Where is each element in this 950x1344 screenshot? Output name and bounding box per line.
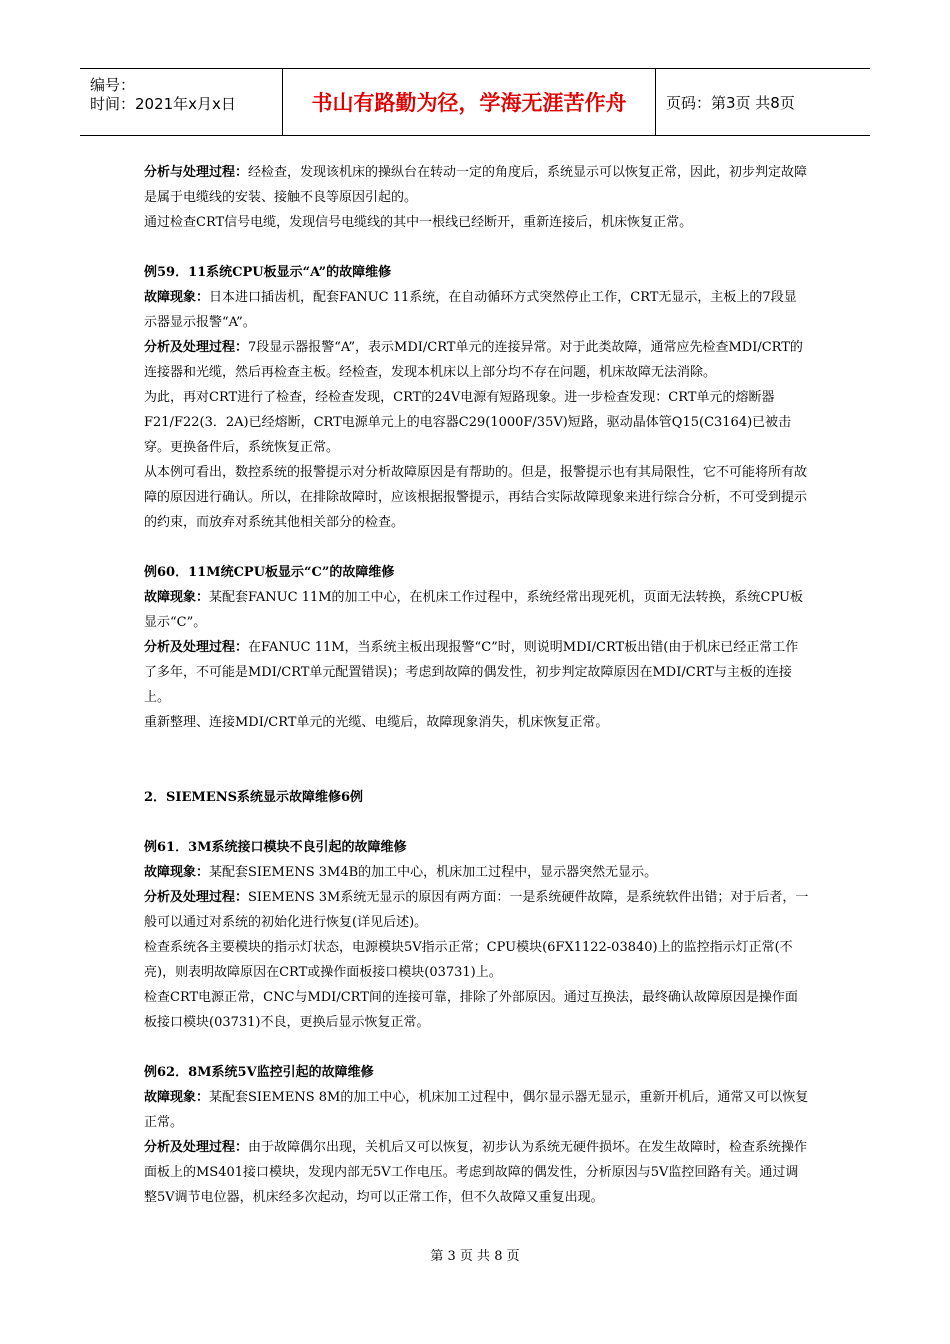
paragraph-label: 故障现象： xyxy=(144,1090,210,1105)
paragraph-text: SIEMENS 3M系统无显示的原因有两方面：一是系统硬件故障，是系统软件出错；对于后者，一般可以通过对系统的初始化进行恢复(详见后述)。 xyxy=(144,890,809,930)
paragraph xyxy=(144,860,809,885)
header-info-cell xyxy=(80,69,283,135)
paragraph-label: 分析与处理过程： xyxy=(144,165,249,180)
paragraph xyxy=(144,160,809,210)
paragraph: 从本例可看出，数控系统的报警提示对分析故障原因是有帮助的。但是，报警提示也有其局限性，它不可能将所有故障的原因进行确认。所以，在排除故障时，应该根据报警提示，再结合实际故障现象来进行综合分析，不可受到提示的约束，而放弃对系统其他相关部分的检查。 xyxy=(144,465,808,530)
paragraph xyxy=(144,285,809,335)
paragraph xyxy=(144,635,809,710)
paragraph-label: 分析及处理过程： xyxy=(144,890,249,905)
example-62-title: 例62．8M系统5V监控引起的故障维修 xyxy=(144,1065,374,1080)
page-header xyxy=(80,68,870,136)
paragraph-label: 故障现象： xyxy=(144,590,210,605)
paragraph-label: 分析及处理过程： xyxy=(144,640,249,655)
example-59-title: 例59．11系统CPU板显示“A”的故障维修 xyxy=(144,265,392,280)
paragraph-text: 由于故障偶尔出现，关机后又可以恢复，初步认为系统无硬件损坏。在发生故障时，检查系统操作面板上的MS401接口模块，发现内部无5V工作电压。考虑到故障的偶发性，分析原因与5V监控回路有关。通过调整5V调节电位器，机床经多次起动，均可以正常工作，但不久故障又重复出现。 xyxy=(144,1140,808,1205)
page-footer: 第 3 页 共 8 页 xyxy=(430,1249,520,1264)
example-61-title: 例61．3M系统接口模块不良引起的故障维修 xyxy=(144,840,407,855)
header-page-number: 页码：第3页 共8页 xyxy=(666,93,795,112)
paragraph: 检查CRT电源正常，CNC与MDI/CRT间的连接可靠，排除了外部原因。通过互换法，最终确认故障原因是操作面板接口模块(03731)不良，更换后显示恢复正常。 xyxy=(144,990,798,1030)
paragraph: 重新整理、连接MDI/CRT单元的光缆、电缆后，故障现象消失，机床恢复正常。 xyxy=(144,715,609,730)
paragraph-label: 分析及处理过程： xyxy=(144,1140,249,1155)
paragraph xyxy=(144,335,809,385)
paragraph xyxy=(144,1135,809,1210)
document-body xyxy=(144,160,809,1210)
example-60-title: 例60．11M统CPU板显示“C”的故障维修 xyxy=(144,565,395,580)
paragraph-label: 故障现象： xyxy=(144,290,210,305)
section-2-title: 2．SIEMENS系统显示故障维修6例 xyxy=(144,790,364,805)
paragraph: 通过检查CRT信号电缆，发现信号电缆线的其中一根线已经断开，重新连接后，机床恢复正常。 xyxy=(144,215,693,230)
paragraph xyxy=(144,1085,809,1135)
paragraph-text: 日本进口插齿机，配套FANUC 11系统，在自动循环方式突然停止工作，CRT无显示，主板上的7段显示器显示报警“A”。 xyxy=(144,290,797,330)
paragraph: 为此，再对CRT进行了检查，经检查发现，CRT的24V电源有短路现象。进一步检查发现：CRT单元的熔断器F21/F22(3．2A)已经熔断，CRT电源单元上的电容器C29(1000F/35V)短路，驱动晶体管Q15(C3164)已被击穿。更换备件后，系统恢复正常。 xyxy=(144,390,792,455)
paragraph: 检查系统各主要模块的指示灯状态，电源模块5V指示正常；CPU模块(6FX1122-03840)上的监控指示灯正常(不亮)，则表明故障原因在CRT或操作面板接口模块(03731)上。 xyxy=(144,940,793,980)
paragraph-text: 在FANUC 11M，当系统主板出现报警“C”时，则说明MDI/CRT板出错(由于机床已经正常工作了多年，不可能是MDI/CRT单元配置错误)；考虑到故障的偶发性，初步判定故障原因在MDI/CRT与主板的连接上。 xyxy=(144,640,799,705)
paragraph-label: 分析及处理过程： xyxy=(144,340,249,355)
paragraph-text: 7段显示器报警“A”，表示MDI/CRT单元的连接异常。对于此类故障，通常应先检查MDI/CRT的连接器和光缆，然后再检查主板。经检查，发现本机床以上部分均不存在问题，机床故障无法消除。 xyxy=(144,340,803,380)
header-motto: 书山有路勤为径，学海无涯苦作舟 xyxy=(283,69,656,135)
paragraph-text: 某配套SIEMENS 3M4B的加工中心，机床加工过程中，显示器突然无显示。 xyxy=(209,865,658,880)
paragraph-label: 故障现象： xyxy=(144,865,210,880)
paragraph xyxy=(144,585,809,635)
document-number-label: 编号： xyxy=(90,76,136,94)
paragraph xyxy=(144,885,809,935)
paragraph-text: 经检查，发现该机床的操纵台在转动一定的角度后，系统显示可以恢复正常，因此，初步判定故障是属于电缆线的安装、接触不良等原因引起的。 xyxy=(144,165,808,205)
document-time-label: 时间：2021年x月x日 xyxy=(90,95,236,113)
paragraph-text: 某配套SIEMENS 8M的加工中心，机床加工过程中，偶尔显示器无显示，重新开机后，通常又可以恢复正常。 xyxy=(144,1090,809,1130)
paragraph-text: 某配套FANUC 11M的加工中心，在机床工作过程中，系统经常出现死机，页面无法转换，系统CPU板显示“C”。 xyxy=(144,590,803,630)
